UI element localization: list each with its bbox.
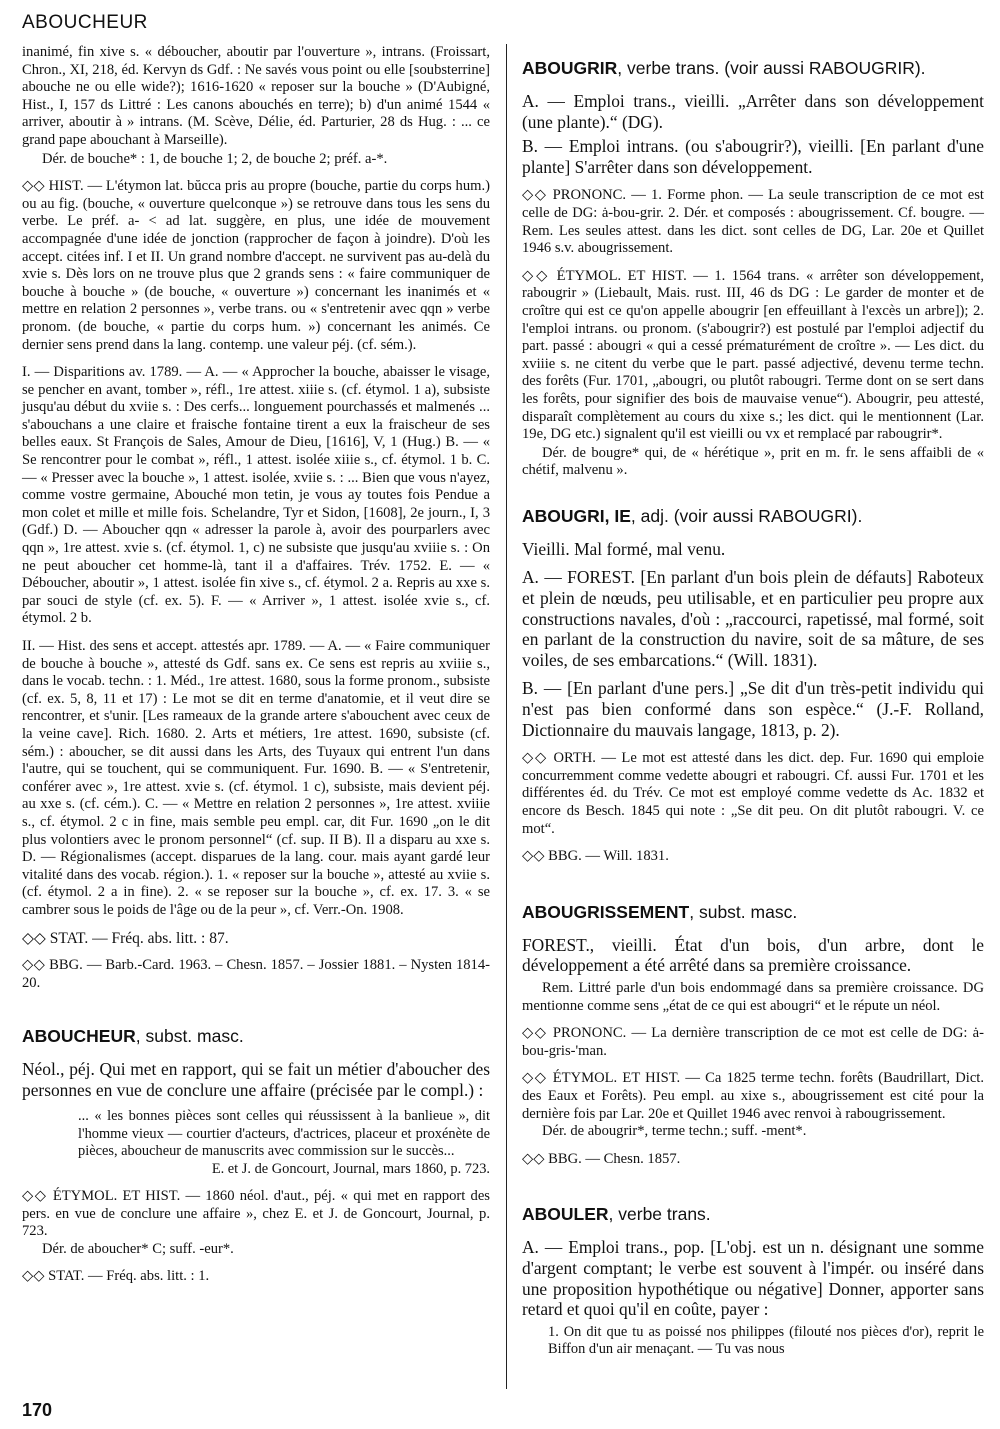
right-column	[522, 58, 984, 1359]
abougrissement-derivation: Dér. de abougrir*, terme techn.; suff. -ment*.	[542, 1123, 807, 1140]
abougrissement-etymology: ◇◇ ÉTYMOL. ET HIST. — Ca 1825 terme techn. forêts (Baudrillart, Dict. des Eaux et Forêts). Peu empl. au xixe s., abougrissement est cité pour la dernière fois par Lar. 20e et Quillet 1946 avec renvoi à rabougrissement.	[522, 1070, 984, 1122]
aboucher-hist: ◇◇ HIST. — L'étymon lat. bŭcca pris au propre (bouche, partie du corps hum.) ou au fig. (bouche, « ouverture quelconque ») se retrouve dans tous les sens du verbe. Le préf. a- < ad lat. suggère, en plus, une idée de mouvement accompagnée d'une idée de jonction (rapprocher de façon à joindre). D'où les accept. citées inf. I et II. Un grand nombre d'accept. ne survivent pas au-delà du xvie s. Dès lors on ne trouve plus que 2 grands sens : « faire communiquer de bouche à bouche » (de bouche, « ouverture ») concernant les inanimés et « mettre en relation 2 personnes », verbe trans. ou « s'entretenir avec qqn » verbe pronom. (de bouche, « partie du corps hum. ») concernant les animés. Ce dernier sens prend dans la lang. contemp. une valeur péj. (cf. sém.).	[22, 178, 490, 353]
aboucheur-definition: Néol., péj. Qui met en rapport, qui se fait un métier d'aboucher des personnes en vue de conclure une affaire (précisée par le compl.) :	[22, 1059, 490, 1100]
part-of-speech: , subst. masc.	[135, 1026, 244, 1047]
aboucher-derivation: Dér. de bouche* : 1, de bouche 1; 2, de bouche 2; préf. a-*.	[42, 150, 388, 167]
abougrir-sense-b: B. — Emploi intrans. (ou s'abougrir?), vieilli. [En parlant d'une plante] S'arrêter dans son développement.	[522, 136, 984, 177]
entry-head-abouler	[522, 1204, 984, 1225]
abouler-sense-a: A. — Emploi trans., pop. [L'obj. est un n. désignant une somme d'argent comptant; le verbe est souvent à l'impér. ou inséré dans une proposition hypothétique ou négative] Donner, apporter sans retard et quoi qu'il en coûte, payer :	[522, 1237, 984, 1320]
headword: ABOUCHEUR	[22, 1026, 136, 1047]
abougri-orth: ◇◇ ORTH. — Le mot est attesté dans les dict. dep. Fur. 1690 qui emploie concurremment comme vedette abougri et rabougri. Cf. aussi Fur. 1701 et les différentes éd. du Trév. Ce mot est employé comme vedette ds Ac. 1832 et encore ds Besch. 1845 qui note : „Se dit peu. On dit plutôt rabougri. V. ce mot“.	[522, 750, 984, 837]
aboucher-bbg: ◇◇ BBG. — Barb.-Card. 1963. – Chesn. 1857. – Jossier 1881. – Nysten 1814-20.	[22, 957, 490, 991]
abougrissement-prononc: ◇◇ PRONONC. — La dernière transcription de ce mot est celle de DG: ȧ-bou-gris-'man.	[522, 1025, 984, 1059]
headword: ABOUGRIR	[522, 58, 618, 78]
abougrir-etymology: ◇◇ ÉTYMOL. ET HIST. — 1. 1564 trans. « arrêter son développement, rabougrir » (Liebault, Mais. rust. III, 46 ds DG : Le garder de monter et de croître qui est ce qu'on appelle abougrir [en effeuillant à l'excès un arbre]); 2. l'emploi intrans. ou pronom. (s'abougrir?) est postulé par l'emploi adjectif du part. passé : abougri « qui a cessé prématurément de croître ». — Les dict. du xviiie s. ne citent du verbe que le part. passé adjectivé, devenu terme techn. des forêts (Fur. 1701, „abougri, ou plutôt rabougri. Terme dont on se sert dans les forêts, pour signifier des bois de mauvaise venue“). Abougrir, peu attesté, disparaît complètement au cours du xixe s.; les dict. qui le mentionnent (Lar. 19e, DG etc.) signalent qu'il est vieilli ou vx et remplacé par rabougrir*.	[522, 267, 984, 443]
aboucheur-stat: ◇◇ STAT. — Fréq. abs. litt. : 1.	[22, 1268, 210, 1285]
part-of-speech: , verbe trans. (voir aussi RABOUGRIR).	[617, 58, 926, 78]
abougri-bbg: ◇◇ BBG. — Will. 1831.	[522, 848, 669, 865]
abougri-sense-b: B. — [En parlant d'une pers.] „Se dit d'un très-petit individu qui n'est pas bien conformé dans son espèce.“ (J.-F. Rolland, Dictionnaire du mauvais langage, 1813, p. 2).	[522, 678, 984, 740]
abougrir-sense-a: A. — Emploi trans., vieilli. „Arrêter dans son développement (une plante).“ (DG).	[522, 91, 984, 132]
headword: ABOUGRISSEMENT	[522, 901, 690, 922]
aboucheur-derivation: Dér. de aboucher* C; suff. -eur*.	[42, 1240, 234, 1257]
part-of-speech: , verbe trans.	[608, 1204, 711, 1225]
aboucheur-etymology: ◇◇ ÉTYMOL. ET HIST. — 1860 néol. d'aut., péj. « qui met en rapport des pers. en vue de conclure une affaire », chez E. et J. de Goncourt, Journal, p. 723.	[22, 1188, 490, 1240]
abouler-example-1: 1. On dit que tu as poissé nos philippes (filouté nos pièces d'or), reprit le Biffon d'un air menaçant. — Tu vas nous	[548, 1323, 984, 1358]
abougrir-derivation: Dér. de bougre* qui, de « hérétique », prit en m. fr. le sens affaibli de « chétif, malvenu ».	[522, 444, 984, 479]
part-of-speech: , adj. (voir aussi RABOUGRI).	[630, 505, 863, 526]
part-of-speech: , subst. masc.	[689, 901, 798, 922]
aboucher-stat: ◇◇ STAT. — Fréq. abs. litt. : 87.	[22, 929, 229, 947]
abougri-sense-a: A. — FOREST. [En parlant d'un bois plein de défauts] Raboteux et plein de nœuds, peu utilisable, et en particulier peu propre aux constructions navales, d'où : „raccourci, rapetissé, mal formé, soit en parlant de la construction du navire, soit de sa mâture, de ses voiles, de ses embarcations.“ (Will. 1831).	[522, 567, 984, 670]
headword: ABOULER	[522, 1204, 609, 1225]
abougrissement-definition: FOREST., vieilli. État d'un bois, d'un arbre, dont le développement a été arrêté dans sa première croissance.	[522, 934, 984, 976]
entry-head-aboucheur	[22, 1026, 490, 1047]
aboucheur-quote-source: E. et J. de Goncourt, Journal, mars 1860, p. 723.	[211, 1160, 490, 1177]
entry-head-abougri	[522, 506, 984, 527]
aboucher-section-1: I. — Disparitions av. 1789. — A. — « Approcher la bouche, abaisser le visage, se pencher en avant, tomber », réfl., 1re attest. xiiie s. (cf. étymol. 1 a), subsiste jusqu'au début du xviie s. : Des cerfs... longuement pourchassés et malmenés ... s'abouchans a une claire et fraische fontaine tirent a eux la fraischeur de ses belles eaux. St François de Sales, Amour de Dieu, [1616], V, 1 (Hug.) B. — « Se rencontrer pour le combat », réfl., 1 attest. isolée xiiie s., cf. étymol. 1 b. C. — « Presser avec la bouche », 1 attest. isolée, xviie s. : ... Bien que vous n'ayez, comme vostre germaine, Abouché mon tetin, je vous ay toutes fois Pendue a mon colet et mille et mille fois. Schelandre, Tyr et Sidon, [1608], 2e journ., I, 3 (Gdf.) D. — Aboucher qqn « adresser la parole à, avoir des pourparlers avec qqn », 1re attest. xvie s. (cf. étymol. 1, c) ne subsiste que jusqu'au xviiie s. : On ne peut aboucher cet homme-là, tant il a d'affaires. Trév. 1752. E. — « Déboucher, aboutir », 1 attest. isolée fin xive s., cf. étymol. 2 a. Repris au xxe s. par souci de style (cf. ex. 5). F. — « Arriver », 1 attest. isolée xvie s., cf. étymol. 2 b.	[22, 364, 490, 627]
aboucher-etym-continued: inanimé, fin xive s. « déboucher, aboutir par l'ouverture », intrans. (Froissart, Chron., XI, 218, éd. Kervyn ds Gdf. : Ne savés vous point ou elle [soubsterrine] abouche ne ou elle wide?); 1616-1620 « reposer sur la bouche » (D'Aubigné, Hist., I, 157 ds Littré : Les canons abouchés en terre); b) d'un animé 1544 « arriver, aboutir à » intrans. (M. Scève, Délie, éd. Parturier, 28 ds Hug. : ... ce grand pape abouchant à Marseille).	[22, 44, 490, 148]
column-divider	[506, 44, 507, 1389]
headword: ABOUGRI, IE	[522, 505, 631, 526]
entry-head-abougrir	[522, 58, 984, 79]
page-number: 170	[22, 1400, 53, 1420]
abougrissement-remark: Rem. Littré parle d'un bois endommagé dans sa première croissance. DG mentionne comme sens „état de ce qui est abougri“ et le répute un néol.	[522, 979, 984, 1014]
running-head: ABOUCHEUR	[22, 12, 148, 33]
abougrissement-bbg: ◇◇ BBG. — Chesn. 1857.	[522, 1150, 681, 1167]
aboucher-section-2: II. — Hist. des sens et accept. attestés apr. 1789. — A. — « Faire communiquer de bouche à bouche », attesté ds Gdf. sans ex. Ce sens est repris au xviiie s., dans le vocab. techn. : 1. Méd., 1re attest. 1680, sous la forme pronom., subsiste (cf. ex. 5, 8, 11 et 17) : Le mot se dit en terme d'anatomie, et il veut dire se rencontrer, et s'unir. [Les rameaux de la grande artere s'abouchent avec ceux de la veine cave]. Rich. 1680. 2. Arts et métiers, 1re attest. 1690, subsiste (cf. sém.) : aboucher, se dit aussi dans les Arts, des Tuyaux qui entrent l'un dans l'autre, qui se touchent, qui se communiquent. Fur. 1690. B. — « S'entretenir, conférer avec », 1re attest. xvie s. (cf. étymol. 1 c), subsiste, mais devient péj. au xxe s. (cf. cém.). C. — « Mettre en relation 2 personnes », 1re attest. xviiie s., cf. étymol. 2 c in fine, mais semble peu empl. car, dit Fur. 1690 „on le dit plus volontiers avec le pronom personnel“ (cf. sup. II B). Il a disparu au xxe s. D. — Régionalismes (accept. disparues de la lang. cour. mais ayant gardé leur vitalité dans des vocab. région.). 1. « reposer sur la bouche », attesté au xviie s. (cf. étymol. 2 a in fine). 2. « se reposer sur la bouche », cf. ex. 17. 3. « se cambrer sous le poids de l'âge ou de la peur », cf. Verr.-On. 1908.	[22, 638, 490, 918]
left-column	[22, 44, 490, 1286]
abougrir-prononc: ◇◇ PRONONC. — 1. Forme phon. — La seule transcription de ce mot est celle de DG: ȧ-bou-grir. 2. Dér. et composés : abougrissement. Cf. bougre. — Rem. Les seules attest. dans les dict. sont celles de DG, Lar. 20e et Quillet 1946 s.v. abougrissement.	[522, 187, 984, 257]
aboucheur-quote: ... « les bonnes pièces sont celles qui réussissent à la banlieue », dit l'homme vieux — courtier d'acteurs, d'actrices, placeur et proxénète de pièces, aboucheur de manuscrits avec commission sur le succès...	[78, 1108, 490, 1160]
entry-head-abougrissement	[522, 902, 984, 923]
abougri-usage: Vieilli. Mal formé, mal venu.	[522, 538, 726, 559]
